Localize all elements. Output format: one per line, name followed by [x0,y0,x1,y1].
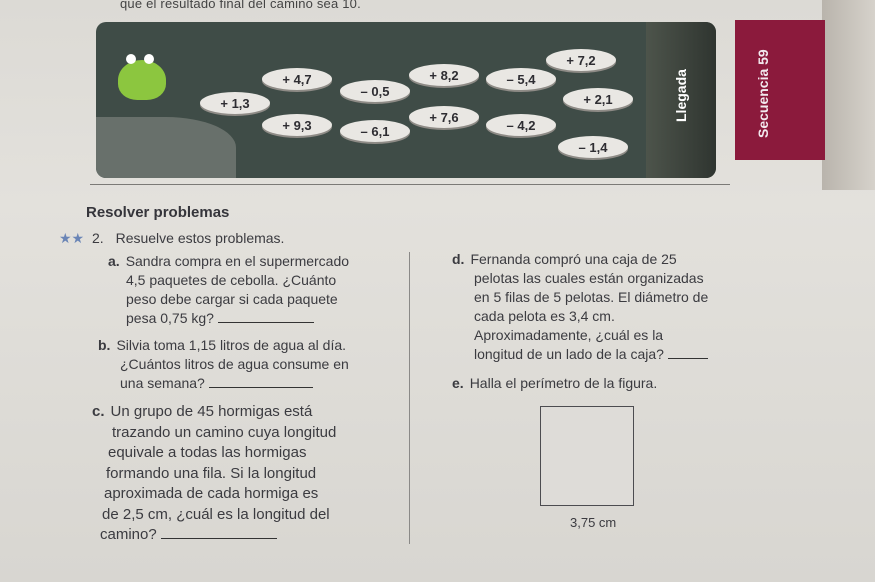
problem-label: e. [452,375,464,391]
problem-line: 4,5 paquetes de cebolla. ¿Cuánto [126,272,337,288]
path-stone: + 7,6 [409,106,479,128]
question-prompt: Resuelve estos problemas. [115,230,285,246]
frog-icon [118,60,166,100]
problem-label: d. [452,251,465,267]
path-stone: + 7,2 [546,49,616,71]
problem-a [108,252,404,328]
question-number: 2. [92,230,104,246]
question-header [59,230,284,247]
problem-line: Aproximadamente, ¿cuál es la [474,327,664,343]
problem-b [98,336,404,393]
path-stone: + 9,3 [262,114,332,136]
square-figure [540,406,634,506]
problem-line: Halla el perímetro de la figura. [469,375,658,391]
sequence-tab [735,20,825,160]
path-stone: – 1,4 [558,136,628,158]
problem-e [452,374,752,393]
path-stone: + 8,2 [409,64,479,86]
answer-blank[interactable] [209,375,313,388]
problem-d [452,250,752,364]
problem-line: Fernanda compró una caja de 25 [470,251,677,267]
problem-line: una semana? [120,375,205,391]
problem-line: equivale a todas las hormigas [108,444,307,461]
sequence-tab-label: Secuencia 59 [755,49,771,138]
problem-line: camino? [100,526,157,543]
problem-label: c. [92,403,105,420]
problem-label: a. [108,253,120,269]
problem-c [92,402,404,546]
problem-line: en 5 filas de 5 pelotas. El diámetro de [474,289,709,305]
figure-side-label: 3,75 cm [570,515,617,530]
problem-line: pelotas las cuales están organizadas [474,270,704,286]
problem-line: trazando un camino cuya longitud [112,423,337,441]
problem-line: cada pelota es 3,4 cm. [474,308,615,324]
path-stone: – 6,1 [340,120,410,142]
page-edge [822,0,875,190]
finish-label: Llegada [673,69,689,122]
problem-line: peso debe cargar si cada paquete [126,291,338,307]
rock [96,117,236,178]
path-stone: + 2,1 [563,88,633,110]
problem-line: ¿Cuántos litros de agua consume en [120,356,349,372]
top-caption: que el resultado final del camino sea 10. [120,0,361,11]
path-stone: – 0,5 [340,80,410,102]
problem-line: formando una fila. Si la longitud [106,464,317,482]
problem-line: Sandra compra en el supermercado [125,253,350,269]
problem-line: Un grupo de 45 hormigas está [110,403,313,420]
column-divider [409,252,410,544]
problem-line: pesa 0,75 kg? [126,310,214,326]
section-title: Resolver problemas [86,204,230,221]
path-stone: – 4,2 [486,114,556,136]
path-stone: + 1,3 [200,92,270,114]
problem-line: longitud de un lado de la caja? [474,346,664,362]
path-stone: + 4,7 [262,68,332,90]
section-rule [90,184,730,185]
difficulty-stars-icon: ★★ [59,230,85,246]
frog-path-illustration [96,22,716,178]
problem-line: Silvia toma 1,15 litros de agua al día. [116,337,347,353]
problem-label: b. [98,337,111,353]
answer-blank[interactable] [218,310,314,323]
path-stone: – 5,4 [486,68,556,90]
problem-line: aproximada de cada hormiga es [104,485,319,502]
answer-blank[interactable] [161,526,277,539]
problem-line: de 2,5 cm, ¿cuál es la longitud del [102,505,330,523]
answer-blank[interactable] [668,346,708,359]
